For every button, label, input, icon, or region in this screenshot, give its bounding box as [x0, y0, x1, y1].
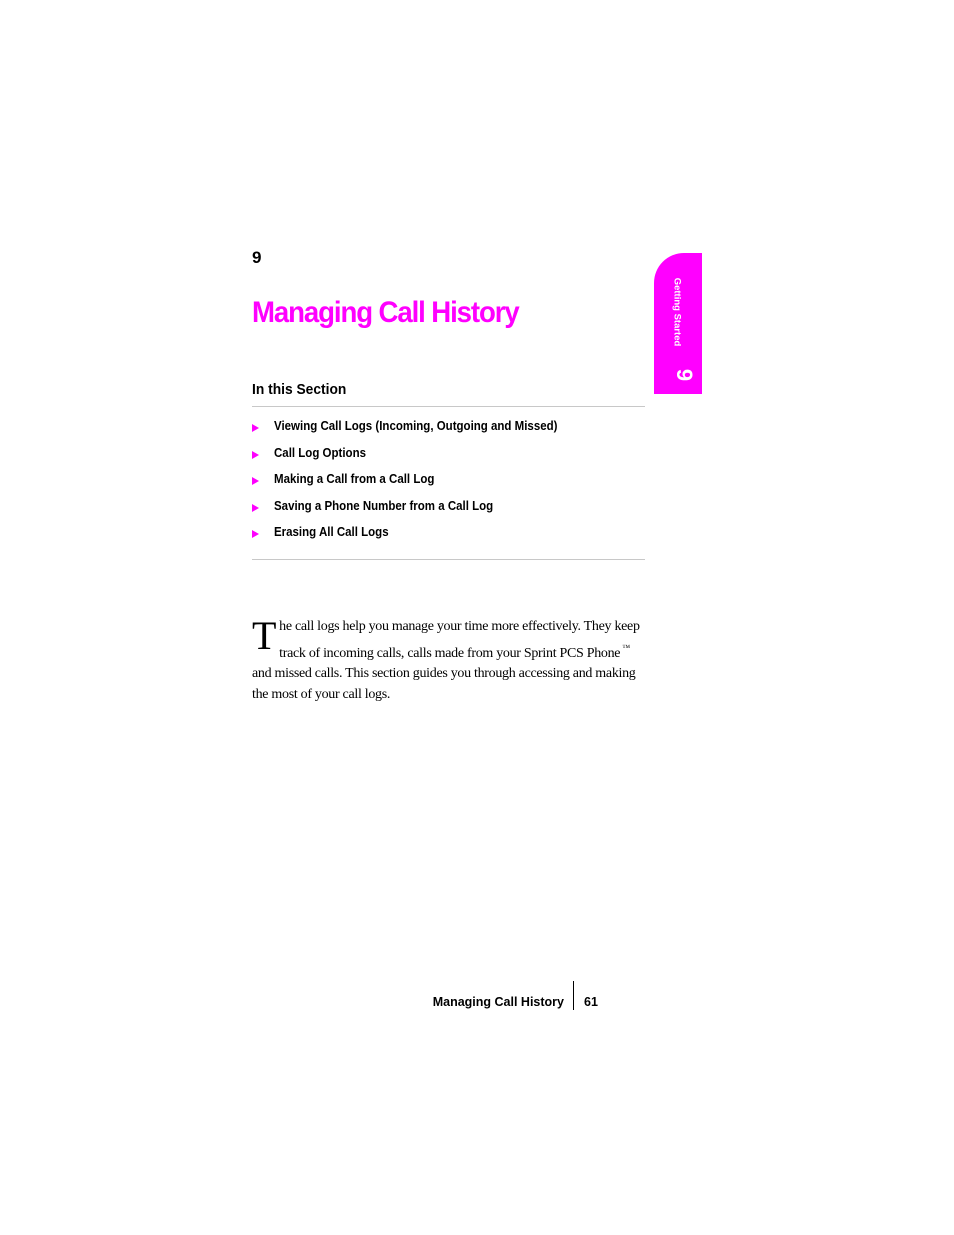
toc-item-label[interactable]: Saving a Phone Number from a Call Log — [274, 498, 494, 513]
toc-item-label[interactable]: Call Log Options — [274, 445, 366, 460]
chapter-number: 9 — [252, 248, 262, 267]
section-bottom-rule — [252, 559, 645, 560]
toc-item[interactable] — [252, 443, 645, 470]
triangle-bullet-icon — [252, 504, 259, 512]
footer-title: Managing Call History — [432, 995, 564, 1009]
triangle-bullet-icon — [252, 530, 259, 538]
side-tab-label: Getting Started — [671, 277, 683, 347]
intro-text-part2: and missed calls. This section guides you through accessing and making the most of your call logs. — [252, 666, 636, 702]
toc-item[interactable] — [252, 469, 645, 496]
trademark-symbol: ™ — [622, 642, 630, 652]
side-tab-number: 9 — [672, 368, 697, 382]
section-top-rule — [252, 406, 645, 407]
triangle-bullet-icon — [252, 451, 259, 459]
footer-divider — [573, 981, 574, 1010]
page-number: 61 — [584, 995, 598, 1009]
section-heading: In this Section — [252, 381, 347, 398]
chapter-title: Managing Call History — [252, 296, 519, 329]
triangle-bullet-icon — [252, 477, 259, 485]
toc-item-label[interactable]: Making a Call from a Call Log — [274, 472, 435, 486]
intro-text-part1: he call logs help you manage your time more effectively. They keep track of incoming calls, calls made from your Sprint PCS Phone — [279, 619, 640, 661]
toc-item[interactable] — [252, 522, 645, 549]
triangle-bullet-icon — [252, 424, 259, 432]
toc-item[interactable] — [252, 496, 645, 523]
section-toc-list — [252, 416, 645, 549]
toc-item-label[interactable]: Erasing All Call Logs — [274, 525, 389, 539]
intro-paragraph — [252, 613, 647, 705]
drop-cap: T — [252, 613, 277, 658]
toc-item[interactable] — [252, 416, 645, 443]
toc-item-label[interactable]: Viewing Call Logs (Incoming, Outgoing and Missed) — [274, 419, 558, 433]
